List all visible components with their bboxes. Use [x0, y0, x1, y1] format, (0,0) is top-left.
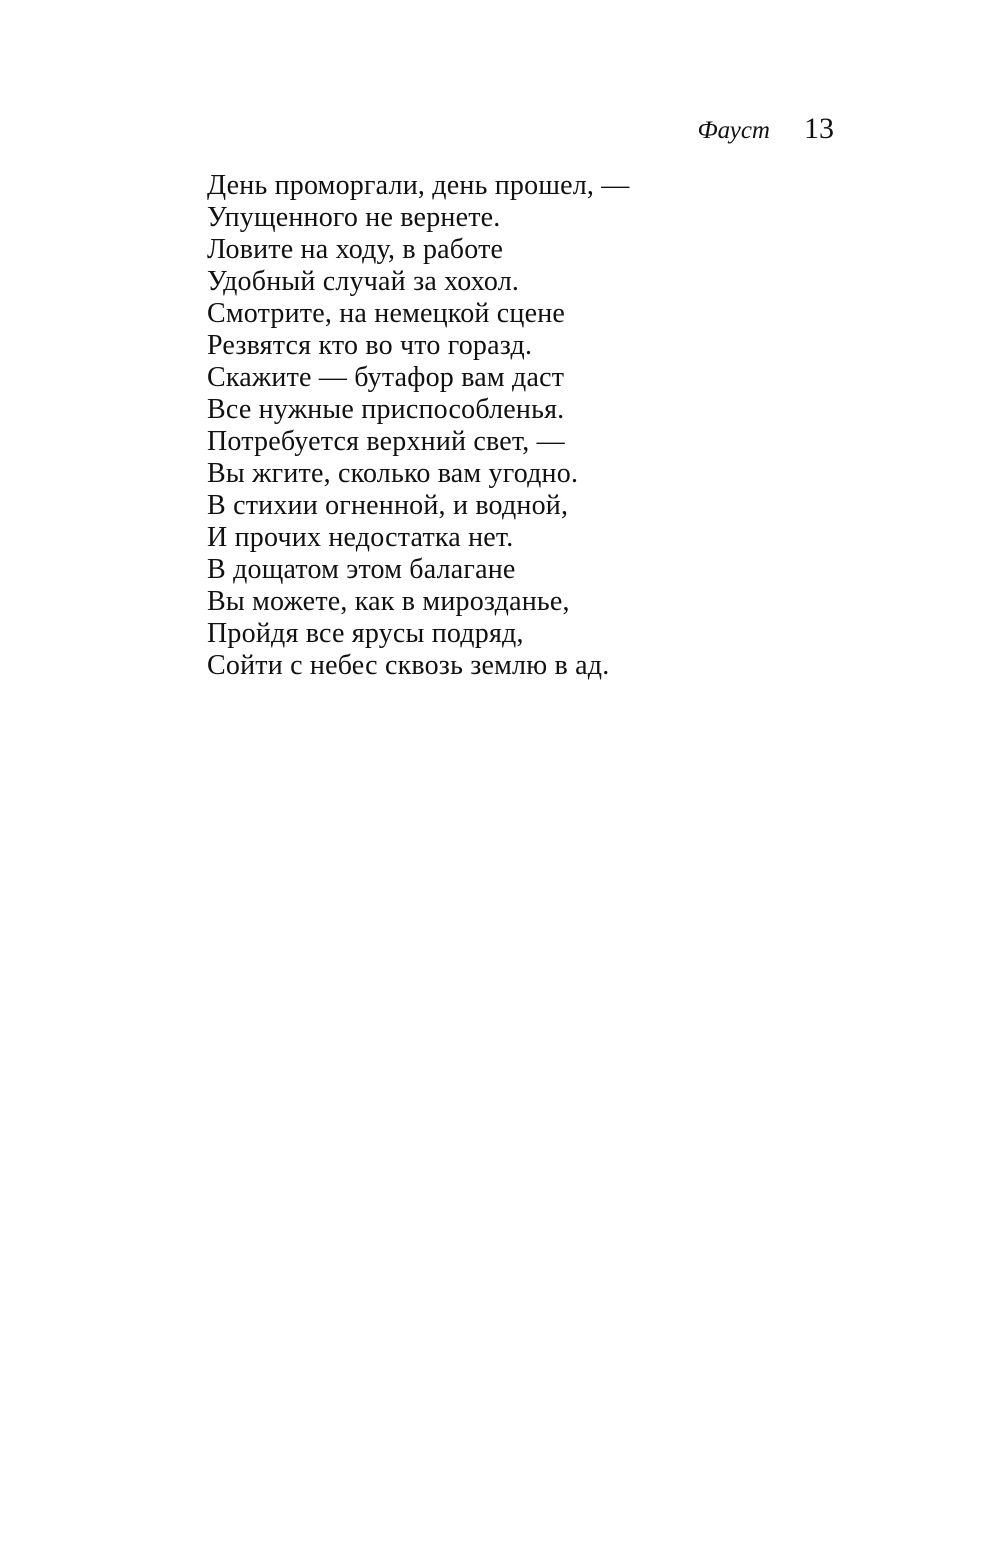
verse-line: В дощатом этом балагане — [207, 554, 516, 585]
running-title: Фауст — [697, 117, 770, 144]
verse-line: Потребуется верхний свет, — — [207, 426, 565, 457]
verse-line: Смотрите, на немецкой сцене — [207, 298, 566, 329]
verse-line: Вы жгите, сколько вам угодно. — [207, 458, 579, 489]
verse-line: Ловите на ходу, в работе — [207, 234, 504, 265]
verse-stanza — [207, 170, 629, 682]
verse-line: Упущенного не вернете. — [207, 202, 501, 233]
verse-line: Все нужные приспособленья. — [207, 394, 565, 425]
verse-line: Удобный случай за хохол. — [207, 266, 520, 297]
verse-line: День проморгали, день прошел, — — [207, 170, 630, 201]
verse-line: Резвятся кто во что горазд. — [207, 330, 533, 361]
page-number: 13 — [804, 112, 834, 145]
verse-line: И прочих недостатка нет. — [207, 522, 514, 553]
verse-line: Скажите — бутафор вам даст — [207, 362, 565, 393]
verse-line: В стихии огненной, и водной, — [207, 490, 569, 521]
verse-line: Сойти с небес сквозь землю в ад. — [207, 650, 610, 681]
running-head — [0, 112, 834, 146]
verse-line: Пройдя все ярусы подряд, — [207, 618, 524, 649]
verse-line: Вы можете, как в мирозданье, — [207, 586, 570, 617]
